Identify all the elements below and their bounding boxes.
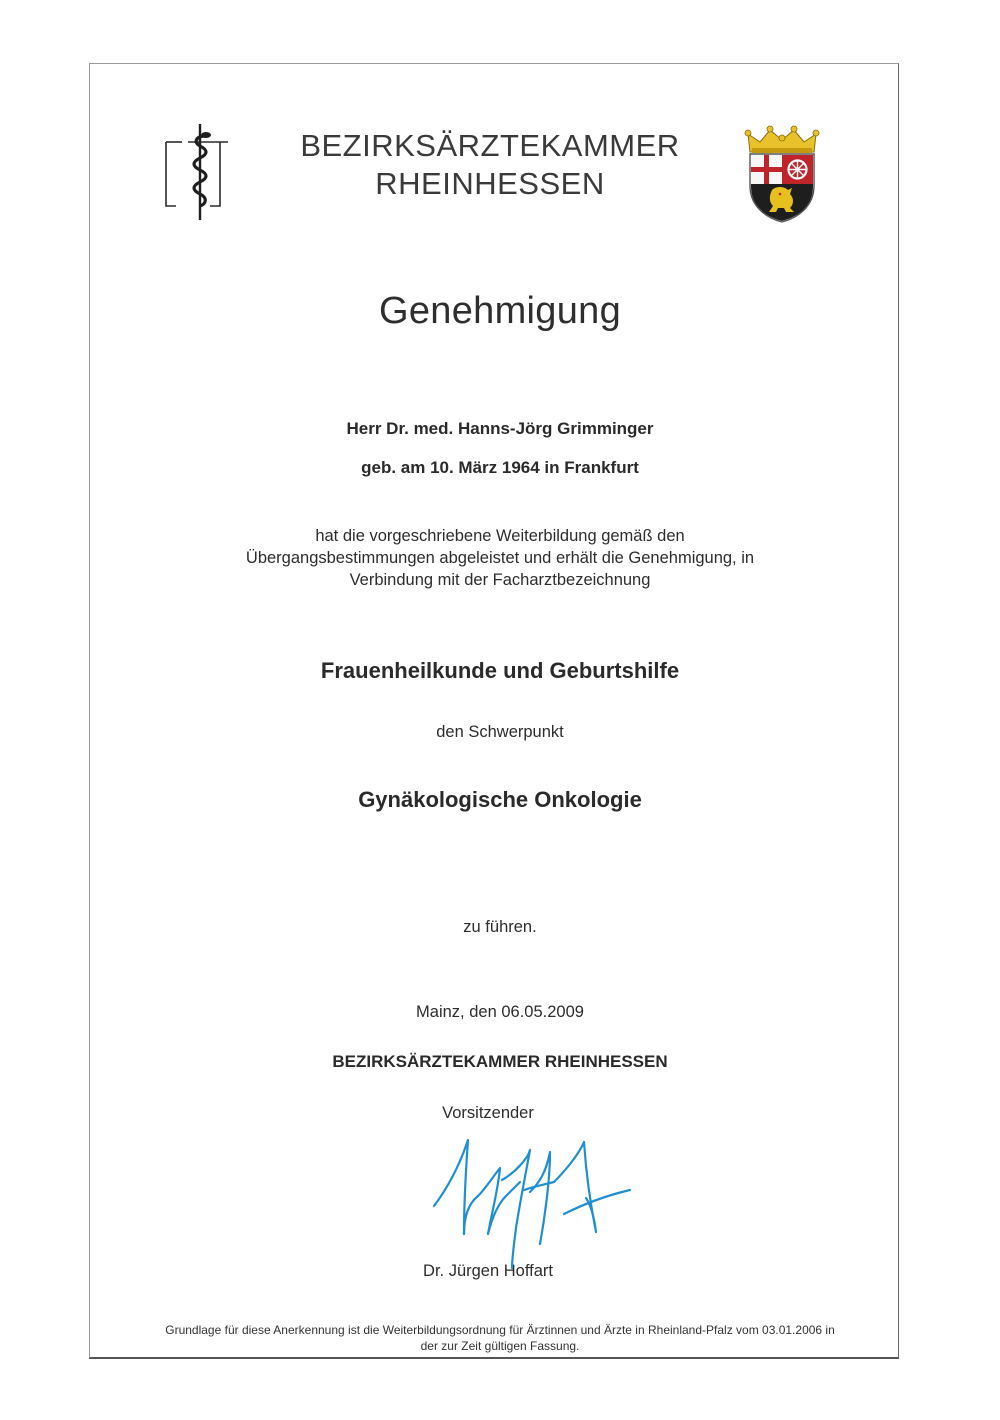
- focus-title: Gynäkologische Onkologie: [358, 787, 642, 812]
- signer-role: Vorsitzender: [442, 1104, 534, 1122]
- organization-name-line1: BEZIRKSÄRZTEKAMMER: [300, 128, 680, 163]
- organization-name-line2: RHEINHESSEN: [375, 166, 605, 201]
- specialty-title: Frauenheilkunde und Geburtshilfe: [320, 658, 680, 683]
- footer-line1: Grundlage für diese Anerkennung ist die Weiterbildungsordnung für Ärztinnen und Ärzte in Rheinland-Pfalz vom 03.01.2006 in: [165, 1323, 835, 1337]
- signature-mark: [420, 1132, 640, 1272]
- body-text-line1: hat die vorgeschriebene Weiterbildung gemäß den: [315, 527, 685, 545]
- recipient-name: Herr Dr. med. Hanns-Jörg Grimminger: [346, 419, 654, 438]
- issuer-name: BEZIRKSÄRZTEKAMMER RHEINHESSEN: [332, 1052, 668, 1071]
- signer-name: Dr. Jürgen Hoffart: [423, 1262, 553, 1280]
- footer-line2: der zur Zeit gültigen Fassung.: [420, 1339, 580, 1353]
- document-title: Genehmigung: [378, 290, 622, 332]
- aesculapian-staff-icon: [160, 122, 232, 224]
- closing-text: zu führen.: [463, 918, 537, 936]
- connector-text: den Schwerpunkt: [436, 723, 564, 741]
- body-text-line2: Übergangsbestimmungen abgeleistet und erhält die Genehmigung, in: [245, 549, 755, 567]
- body-text-line3: Verbindung mit der Facharztbezeichnung: [349, 571, 651, 589]
- place-date: Mainz, den 06.05.2009: [416, 1003, 584, 1021]
- birth-details: geb. am 10. März 1964 in Frankfurt: [361, 458, 639, 477]
- rhineland-palatinate-coat-of-arms-icon: [742, 124, 822, 224]
